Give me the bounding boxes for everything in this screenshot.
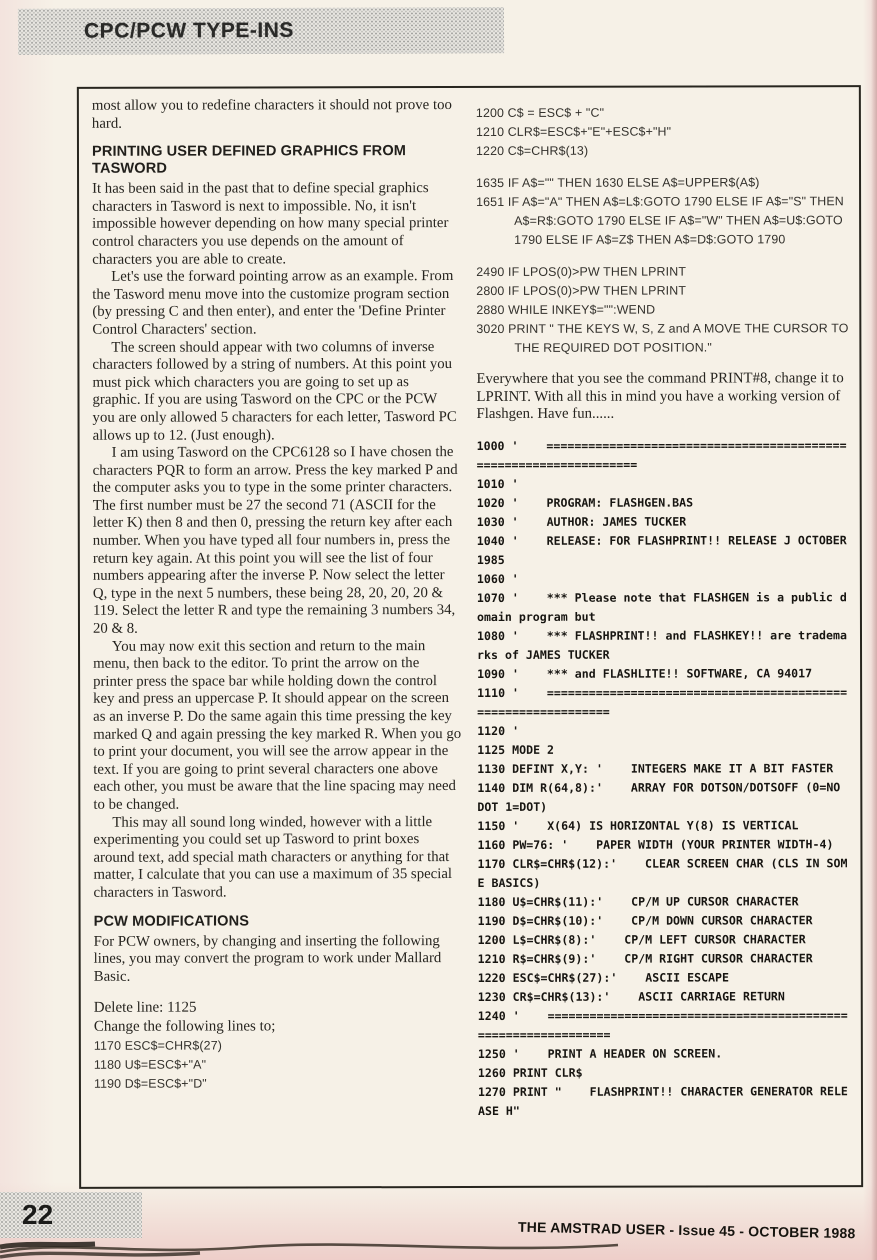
block-listing: 1080 ' *** FLASHPRINT!! and FLASHKEY!! are trademarks of JAMES TUCKER (476, 627, 847, 662)
block-listing: 1200 L$=CHR$(8):' CP/M LEFT CURSOR CHARACTER (477, 932, 806, 947)
block-line: Change the following lines to; (93, 1018, 276, 1036)
block-listing: 1160 PW=76: ' PAPER WIDTH (YOUR PRINTER WIDTH-4) (477, 837, 834, 852)
block-gap (477, 423, 853, 437)
block-listing: 1000 ' ================================================================== (476, 437, 847, 472)
left-column (92, 97, 462, 1122)
block-listing: 1125 MODE 2 (477, 742, 555, 757)
block-code: 1170 ESC$=CHR$(27) (93, 1038, 223, 1054)
block-listing: 1090 ' *** and FLASHLITE!! SOFTWARE, CA 94017 (477, 666, 813, 681)
page-number-banner (0, 1192, 142, 1238)
block-para-indent: You may now exit this section and return to the main menu, then back to the editor. To print the arrow on the printer press the space bar while holding down the control key and press an uppercase P. It should appear on the screen as an inverse P. Do the same again this time pressing the key marked Q and again pressing the key marked R. When you go to print your document, you will see the arrow appear in the text. If you are going to print several characters one above each other, you must be aware that the line spacing may need to be changed. (93, 637, 462, 813)
block-listing: 1130 DEFINT X,Y: ' INTEGERS MAKE IT A BIT FASTER (477, 761, 834, 776)
block-para: most allow you to redefine characters it should not prove too hard. (91, 97, 452, 132)
block-listing: 1110 ' ============================================================== (477, 684, 848, 719)
block-listing: 1150 ' X(64) IS HORIZONTAL Y(8) IS VERTICAL (477, 818, 799, 833)
block-listing: 1220 ESC$=CHR$(27):' ASCII ESCAPE (477, 970, 730, 985)
block-gap (476, 249, 852, 263)
block-para-indent: The screen should appear with two columns of inverse characters followed by a string of numbers. At this point you must pick which characters you are going to set up as graphic. If you are using Tasword on the CPC or the PCW you are only allowed 5 characters for each letter, Tasword PC allows up to 12. (Just enough). (92, 338, 457, 444)
block-heading: PRINTING USER DEFINED GRAPHICS FROM TASWORD (91, 143, 407, 177)
block-listing: 1040 ' RELEASE: FOR FLASHPRINT!! RELEASE J OCTOBER 1985 (476, 532, 854, 567)
block-code: 1200 C$ = ESC$ + "C" (475, 105, 605, 120)
block-para: Everywhere that you see the command PRINT#8, change it to LPRINT. With all this in mind you have a working version of Flashgen. Have fun...... (476, 370, 844, 423)
page-edge-shadow (871, 0, 877, 1260)
block-para: It has been said in the past that to define special graphics characters in Tasword is next to impossible. No, it isn't impossible however depending on how many special printer control characters you use depends on the amount of characters you are able to create. (92, 180, 449, 268)
block-line: Delete line: 1125 (93, 999, 197, 1017)
block-listing: 1120 ' (477, 723, 520, 738)
block-code: 1220 C$=CHR$(13) (475, 143, 589, 158)
block-listing: 1250 ' PRINT A HEADER ON SCREEN. (477, 1046, 723, 1061)
block-para-indent: Let's use the forward pointing arrow as an example. From the Tasword menu move into the customize program section (by pressing C and then enter), and enter the 'Define Printer Control Characters' section. (92, 268, 454, 338)
block-listing: 1180 U$=CHR$(11):' CP/M UP CURSOR CHARACTER (477, 894, 799, 909)
block-listing: 1210 R$=CHR$(9):' CP/M RIGHT CURSOR CHARACTER (477, 951, 813, 966)
block-code: 1190 D$=ESC$+"D" (93, 1076, 207, 1092)
block-listing: 1240 ' ============================================================== (477, 1007, 848, 1042)
block-code: 1180 U$=ESC$+"A" (93, 1057, 207, 1073)
block-code: 1651 IF A$="A" THEN A$=L$:GOTO 1790 ELSE IF A$="S" THEN A$=R$:GOTO 1790 ELSE IF A$="W" THEN A$=U$:GOTO 1790 ELSE IF A$=Z$ THEN A$=D$:GOTO 1790 (476, 194, 844, 247)
block-listing: 1020 ' PROGRAM: FLASHGEN.BAS (476, 495, 694, 510)
block-listing: 1190 D$=CHR$(10):' CP/M DOWN CURSOR CHARACTER (477, 913, 813, 928)
block-gap (94, 985, 462, 999)
block-code: 3020 PRINT " THE KEYS W, S, Z and A MOVE THE CURSOR TO THE REQUIRED DOT POSITION." (476, 321, 849, 355)
block-gap (476, 160, 852, 174)
block-code: 2880 WHILE INKEY$="":WEND (476, 302, 656, 317)
article-frame (77, 85, 863, 1189)
block-listing: 1170 CLR$=CHR$(12):' CLEAR SCREEN CHAR (CLS IN SOME BASICS) (477, 855, 848, 890)
section-header-banner (18, 7, 504, 55)
scan-curl-artifact (0, 1236, 620, 1260)
block-listing: 1030 ' AUTHOR: JAMES TUCKER (476, 514, 687, 529)
block-code: 1635 IF A$="" THEN 1630 ELSE A$=UPPER$(A$) (476, 175, 760, 190)
block-listing: 1010 ' (476, 476, 519, 491)
block-para-indent: I am using Tasword on the CPC6128 so I have chosen the characters PQR to form an arrow. Press the key marked P and the computer asks you to type in the some printer characters. The first number must be 27 the second 71 (ASCII for the letter K) then 8 and then 0, pressing the return key after each number. When you have typed all four numbers in, press the return key again. At this point you will see the list of four numbers appearing after the inverse P. Now select the letter Q, type in the next 5 numbers, these being 28, 20, 20, 20 & 119. Select the letter R and type the remaining 3 numbers 34, 20 & 8. (92, 444, 458, 637)
block-code: 2800 IF LPOS(0)>PW THEN LPRINT (476, 283, 687, 298)
block-gap (476, 357, 852, 371)
right-column (476, 96, 854, 1121)
block-para-indent: This may all sound long winded, however with a little experimenting you could set up Tasword to print boxes around text, add special math characters or anything for that matter, I calculate that you can use a maximum of 35 special characters in Tasword. (93, 813, 453, 901)
page-number: 22 (22, 1199, 54, 1230)
two-column-layout (92, 96, 853, 1121)
block-listing: 1260 PRINT CLR$ (477, 1065, 583, 1080)
journal-footer: THE AMSTRAD USER - Issue 45 - OCTOBER 1988 (517, 1218, 856, 1242)
block-listing: 1270 PRINT " FLASHPRINT!! CHARACTER GENERATOR RELEASE H" (477, 1083, 848, 1118)
block-listing: 1060 ' (476, 571, 519, 586)
page-title: CPC/PCW TYPE-INS (83, 18, 294, 43)
block-code: 2490 IF LPOS(0)>PW THEN LPRINT (476, 264, 687, 279)
block-para: For PCW owners, by changing and inserting the following lines, you may convert the program to work under Mallard Basic. (93, 932, 442, 985)
block-listing: 1140 DIM R(64,8):' ARRAY FOR DOTSON/DOTSOFF (0=NO DOT 1=DOT) (477, 779, 848, 814)
block-listing: 1230 CR$=CHR$(13):' ASCII CARRIAGE RETURN (477, 989, 785, 1004)
block-code: 1210 CLR$=ESC$+"E"+ESC$+"H" (475, 124, 672, 139)
block-listing: 1070 ' *** Please note that FLASHGEN is a public domain program but (476, 589, 847, 624)
block-heading: PCW MODIFICATIONS (93, 912, 250, 930)
